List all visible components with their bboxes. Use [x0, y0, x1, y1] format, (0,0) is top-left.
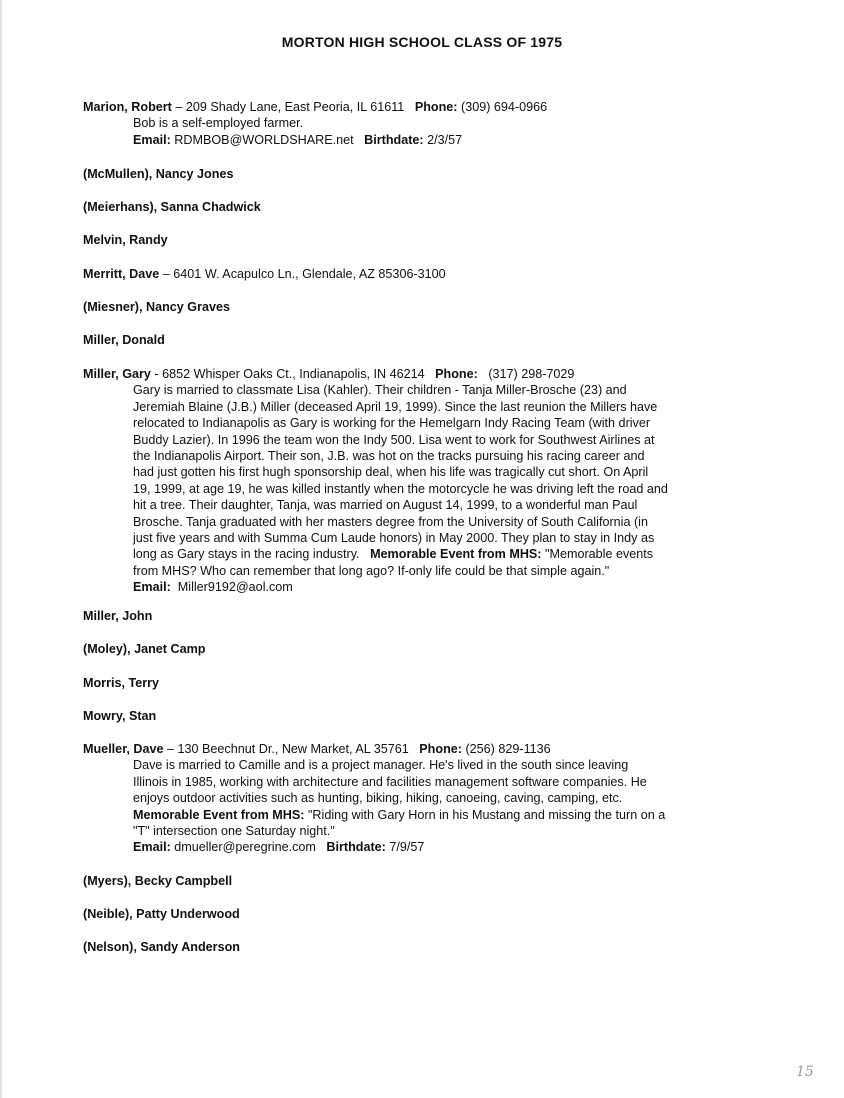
email-label: Email: — [133, 132, 171, 147]
entry-address: – 6401 W. Acapulco Ln., Glendale, AZ 85306-3100 — [159, 267, 446, 281]
entry-neible-patty — [83, 906, 763, 922]
entry-name: (Myers), Becky Campbell — [83, 874, 233, 888]
bio-line: Gary is married to classmate Lisa (Kahler). Their children - Tanja Miller-Brosche (23) and — [133, 383, 627, 398]
bio-line: relocated to Indianapolis as Gary is working for the Hemelgarn Indy Racing Team (with driver — [133, 416, 651, 431]
entry-name: (McMullen), Nancy Jones — [83, 167, 234, 181]
entry-birthdate: 7/9/57 — [389, 840, 425, 855]
page-title: MORTON HIGH SCHOOL CLASS OF 1975 — [281, 34, 563, 50]
entry-name: Mueller, Dave — [83, 742, 164, 756]
bio-line: long as Gary stays in the racing industry. — [133, 547, 360, 562]
entry-miesner-nancy — [83, 299, 763, 315]
entry-name: Miller, Gary — [83, 367, 151, 381]
memorable-label: Memorable Event from MHS: — [370, 547, 542, 562]
bio-line: Illinois in 1985, working with architecture and facilities management software companies. He — [133, 774, 647, 789]
bio-line: just five years and with Summa Cum Laude honors) in May 2000. They plan to stay in Indy as — [133, 531, 655, 546]
entry-myers-becky — [83, 873, 763, 889]
entry-address: – 209 Shady Lane, East Peoria, IL 61611 — [171, 100, 405, 114]
entry-bio — [83, 382, 763, 595]
birthdate-label: Birthdate: — [326, 840, 386, 855]
bio-line: the Indianapolis Airport. Their son, J.B. was hot on the tracks pursuing his racing career and — [133, 449, 645, 464]
bio-line: had just gotten his first hugh sponsorship deal, when his life was tragically cut short. On April — [133, 465, 649, 480]
memorable-text: from MHS? Who can remember that long ago? If-only life could be that simple again." — [133, 563, 610, 578]
entry-mowry-stan — [83, 708, 763, 724]
entry-mcmullen-nancy — [83, 166, 763, 182]
scan-edge — [0, 0, 3, 1098]
entry-miller-gary — [83, 366, 763, 596]
entry-bio — [83, 757, 763, 855]
entry-name: Miller, John — [83, 609, 153, 623]
memorable-text: "Riding with Gary Horn in his Mustang and missing the turn on a — [307, 807, 666, 822]
entry-email: RDMBOB@WORLDSHARE.net — [174, 132, 354, 147]
memorable-text: "Memorable events — [545, 547, 654, 562]
email-label: Email: — [133, 580, 171, 595]
entry-address: - 6852 Whisper Oaks Ct., Indianapolis, IN 46214 — [150, 367, 425, 381]
entry-phone: (309) 694-0966 — [461, 100, 548, 114]
entry-phone: (317) 298-7029 — [488, 367, 575, 381]
entry-mueller-dave — [83, 741, 763, 856]
entry-name: Morris, Terry — [83, 676, 160, 690]
entry-name: (Neible), Patty Underwood — [83, 907, 240, 921]
entry-name: Melvin, Randy — [83, 233, 168, 247]
entry-name: Merritt, Dave — [83, 267, 160, 281]
entry-marion-robert — [83, 99, 763, 148]
memorable-text: "T" intersection one Saturday night." — [133, 824, 335, 839]
entry-name: (Moley), Janet Camp — [83, 642, 206, 656]
entry-name: (Miesner), Nancy Graves — [83, 300, 230, 314]
entry-birthdate: 2/3/57 — [427, 132, 463, 147]
entry-moley-janet — [83, 641, 763, 657]
entry-merritt-dave — [83, 266, 763, 282]
bio-line: Brosche. Tanja graduated with her masters degree from the University of South California (in — [133, 514, 648, 529]
entry-morris-terry — [83, 675, 763, 691]
entry-email: Miller9192@aol.com — [177, 580, 293, 595]
phone-label: Phone: — [435, 367, 478, 381]
entry-melvin-randy — [83, 232, 763, 248]
entry-name: Mowry, Stan — [83, 709, 157, 723]
entry-name: (Meierhans), Sanna Chadwick — [83, 200, 261, 214]
bio-line: enjoys outdoor activities such as hunting, biking, hiking, canoeing, caving, camping, etc. — [133, 791, 623, 806]
entry-meierhans-sanna — [83, 199, 763, 215]
email-label: Email: — [133, 840, 171, 855]
phone-label: Phone: — [414, 100, 458, 114]
bio-line: 19, 1999, at age 19, he was killed instantly when the motorcycle he was driving left the road and — [133, 481, 668, 496]
entry-name: (Nelson), Sandy Anderson — [83, 940, 240, 954]
phone-label: Phone: — [419, 742, 462, 756]
entry-phone: (256) 829-1136 — [465, 742, 551, 756]
bio-line: Dave is married to Camille and is a project manager. He's lived in the south since leaving — [133, 758, 629, 773]
memorable-label: Memorable Event from MHS: — [133, 807, 305, 822]
page-number-mark: 15 — [796, 1064, 814, 1080]
entry-name: Marion, Robert — [83, 100, 172, 114]
bio-line: Jeremiah Blaine (J.B.) Miller (deceased April 19, 1999). Since the last reunion the Millers have — [133, 399, 658, 414]
entry-miller-john — [83, 608, 763, 624]
entry-miller-donald — [83, 332, 763, 348]
entry-bio: Bob is a self-employed farmer. — [133, 116, 304, 131]
entry-name: Miller, Donald — [83, 333, 165, 347]
birthdate-label: Birthdate: — [364, 132, 424, 147]
entry-email: dmueller@peregrine.com — [174, 840, 316, 855]
bio-line: hit a tree. Their daughter, Tanja, was married on August 14, 1999, to a wonderful man Paul — [133, 498, 638, 513]
entry-address: – 130 Beechnut Dr., New Market, AL 35761 — [163, 742, 409, 756]
bio-line: Buddy Lazier). In 1996 the team won the Indy 500. Lisa went to work for Southwest Airlines at — [133, 432, 655, 447]
entry-nelson-sandy — [83, 939, 763, 955]
